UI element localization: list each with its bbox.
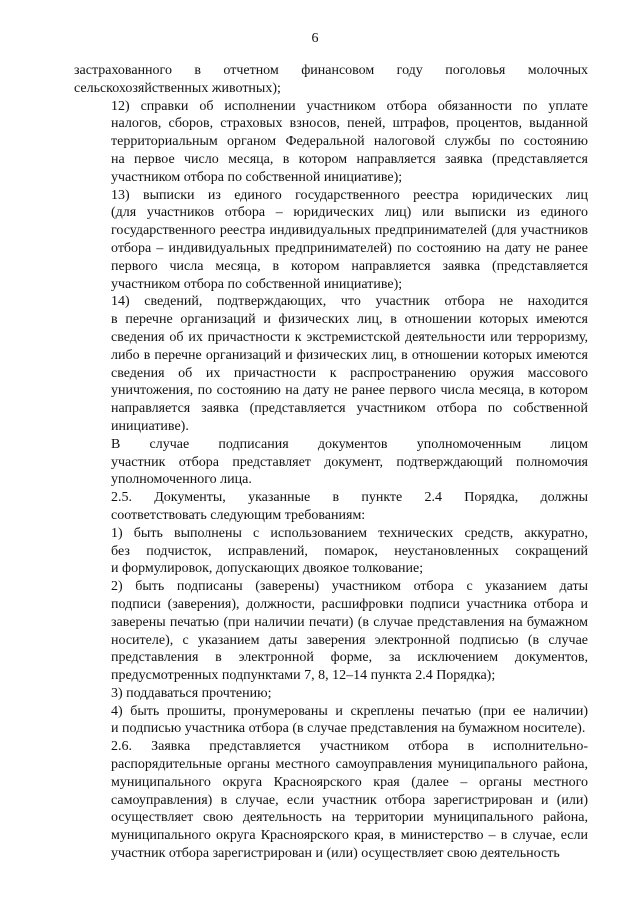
paragraph <box>74 738 588 863</box>
paragraph <box>74 98 588 187</box>
text-line: 3) поддаваться прочтению; <box>111 685 272 701</box>
text-line: 12) справки об исполнении участником отбора обязанности по уплате <box>111 98 588 114</box>
text-line: распорядительные органы местного самоуправления муниципального района, <box>111 757 588 773</box>
text-line: и подписью участника отбора (в случае представления на бумажном носителе). <box>111 721 586 737</box>
text-line: (для участников отбора – юридических лиц) или выписки из единого <box>111 205 588 221</box>
text-line: участником отбора по собственной инициативе); <box>111 169 403 185</box>
text-line: направляется заявка (представляется участником отбора по собственной <box>111 401 588 417</box>
text-line: В случае подписания документов уполномоченным лицом <box>111 436 588 452</box>
text-line: государственного реестра индивидуальных предпринимателей (для участников <box>111 223 588 239</box>
text-line: в перечне организаций и физических лиц, в отношении которых имеются <box>111 312 588 328</box>
text-line: участник отбора представляет документ, подтверждающий полномочия <box>111 454 588 470</box>
text-line: на первое число месяца, в котором направляется заявка (представляется <box>111 151 588 167</box>
text-line: носителе), с указанием даты заверения электронной подписью (в случае <box>111 632 588 648</box>
text-line: представления в электронной форме, за исключением документов, <box>111 650 588 666</box>
text-line: сведения об их причастности к экстремистской деятельности или терроризму, <box>111 329 588 345</box>
paragraph <box>74 489 588 525</box>
text-line: сведения об их причастности к распространению оружия массового <box>111 365 588 381</box>
text-line: муниципального округа Красноярского края, в министерство – в случае, если <box>111 828 588 844</box>
paragraph <box>74 685 588 703</box>
page-number: 6 <box>311 31 319 46</box>
text-line: участником отбора по собственной инициативе); <box>111 276 403 292</box>
paragraph <box>74 436 588 489</box>
text-line: уничтожения, по состоянию на дату не ранее первого числа месяца, в котором <box>111 383 588 399</box>
text-line: муниципального округа Красноярского края (далее – органы местного <box>111 774 588 790</box>
paragraph <box>74 578 588 685</box>
text-line: первого числа месяца, в котором направляется заявка (представляется <box>111 258 588 274</box>
paragraph <box>74 703 588 739</box>
text-line: налогов, сборов, страховых взносов, пеней, штрафов, процентов, выданной <box>111 116 588 132</box>
text-line: 2.6. Заявка представляется участником отбора в исполнительно- <box>111 739 588 755</box>
text-line: 1) быть выполнены с использованием технических средств, аккуратно, <box>111 525 588 541</box>
text-line: либо в перечне организаций и физических лиц, в отношении которых имеются <box>111 347 588 363</box>
text-line: предусмотренных подпунктами 7, 8, 12–14 пункта 2.4 Порядка); <box>111 668 496 684</box>
paragraph <box>74 293 588 435</box>
paragraph <box>74 525 588 578</box>
text-line: 14) сведений, подтверждающих, что участник отбора не находится <box>111 294 588 310</box>
text-line: самоуправления) в случае, если участник отбора зарегистрирован и (или) <box>111 792 588 808</box>
text-line: 2) быть подписаны (заверены) участником отбора с указанием даты <box>111 579 588 595</box>
text-line: 13) выписки из единого государственного реестра юридических лиц <box>111 187 588 203</box>
document-body <box>74 62 588 902</box>
text-line: отбора – индивидуальных предпринимателей) по состоянию на дату не ранее <box>111 240 588 256</box>
text-line: соответствовать следующим требованиям: <box>111 507 366 523</box>
text-line: уполномоченного лица. <box>111 472 252 488</box>
text-line: территориальным органом Федеральной налоговой службы по состоянию <box>111 134 588 150</box>
text-line: инициативе). <box>111 418 189 434</box>
text-line: 2.5. Документы, указанные в пункте 2.4 Порядка, должны <box>111 490 588 506</box>
text-line: участник отбора зарегистрирован и (или) осуществляет свою деятельность <box>111 846 560 862</box>
text-line: 4) быть прошиты, пронумерованы и скреплены печатью (при ее наличии) <box>111 703 588 719</box>
paragraph <box>74 187 588 294</box>
text-line: без подчисток, исправлений, помарок, неустановленных сокращений <box>111 543 588 559</box>
text-line: и формулировок, допускающих двоякое толкование; <box>111 561 424 577</box>
paragraph <box>74 62 588 98</box>
text-line: сельскохозяйственных животных); <box>74 80 281 96</box>
text-line: подписи (заверения), должности, расшифровки подписи участника отбора и <box>111 596 588 612</box>
text-line: заверены печатью (при наличии печати) (в случае представления на бумажном <box>111 614 588 630</box>
text-line: застрахованного в отчетном финансовом году поголовья молочных <box>74 63 588 78</box>
text-line: осуществляет свою деятельность на территории муниципального района, <box>111 810 588 826</box>
